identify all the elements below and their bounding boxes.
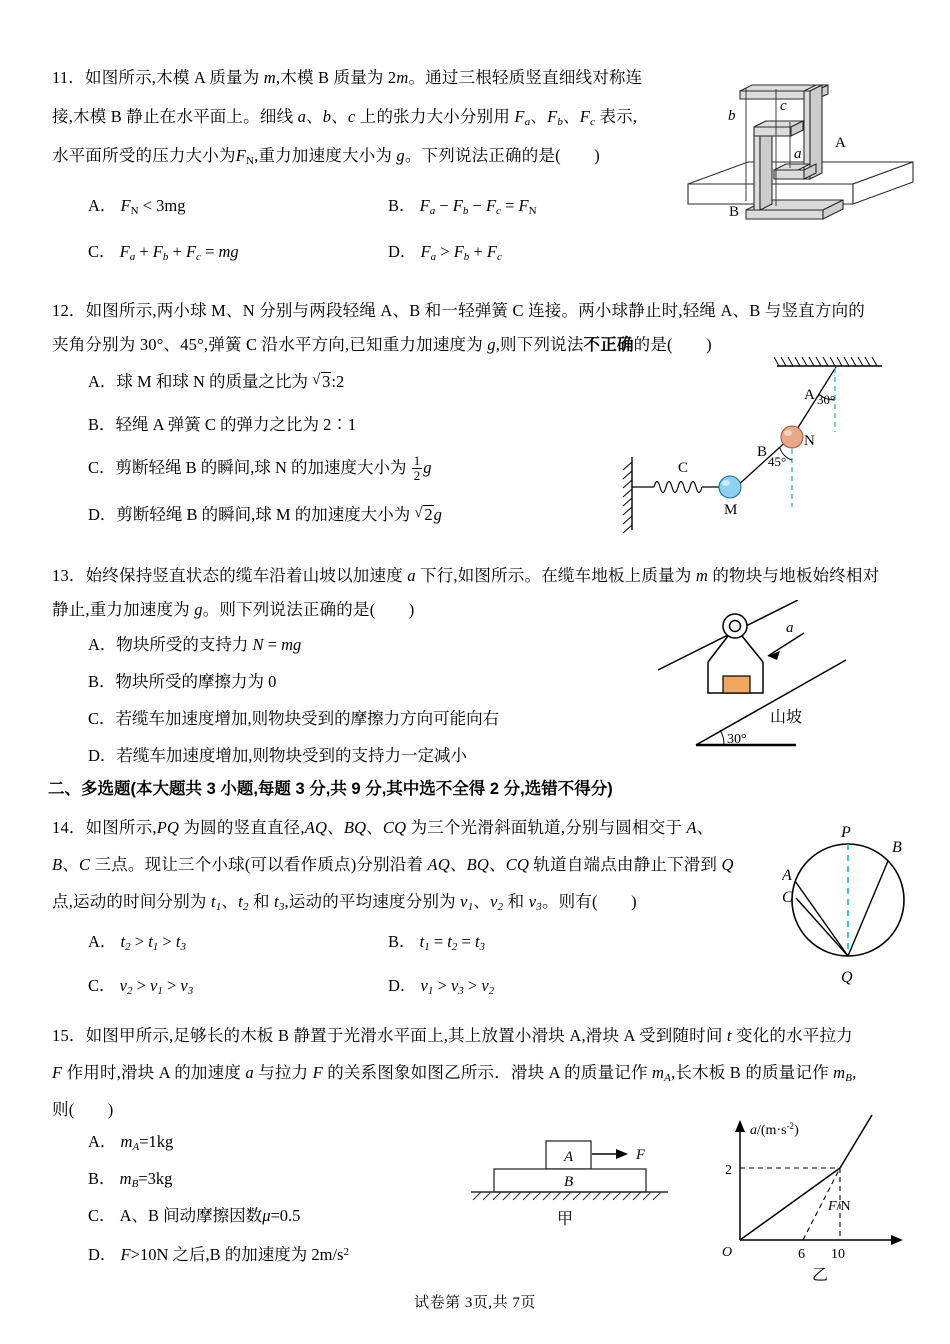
q14-option-D[interactable]: D． $v_1 > v_3 > v_2$: [388, 976, 495, 997]
q14-option-C[interactable]: C． $v_2 > v_1 > v_3$: [88, 976, 194, 997]
q14-label-C: C: [782, 889, 793, 906]
q15-stem-line-1: 15．如图甲所示,足够长的木板 B 静置于光滑水平面上,其上放置小滑块 A,滑块 A 受到随时间 t 变化的水平拉力: [52, 1026, 853, 1045]
q15-option-C[interactable]: C． A、B 间动摩擦因数μ=0.5: [88, 1206, 301, 1225]
q13-option-A[interactable]: A．物块所受的支持力 N = mg: [88, 635, 302, 654]
q15-chart-svg: [700, 1110, 930, 1285]
q13-option-B[interactable]: B．物块所受的摩擦力为 0: [88, 672, 277, 691]
q11-label-A: A: [835, 135, 846, 151]
q14-label-P: P: [841, 824, 851, 841]
q15-chart-xtick-10: 10: [831, 1247, 845, 1262]
q11-stem-line-2: 接,木模 B 静止在水平面上。细线 a、b、c 上的张力大小分别用 $F_a$、$F_b$、$F_c$ 表示,: [52, 107, 638, 128]
q11-stem-line-3: 水平面所受的压力大小为FN,重力加速度大小为 g。下列说法正确的是( ): [52, 146, 600, 167]
q15-chart-ytick-2: 2: [725, 1163, 732, 1178]
q11-figure: [668, 58, 930, 270]
q14-stem-line-1: 14．如图所示,PQ 为圆的竖直直径,AQ、BQ、CQ 为三个光滑斜面轨道,分别与圆相交于 A、: [52, 818, 714, 837]
q11-label-a: a: [794, 146, 802, 162]
q12-angle-45: 45°: [768, 454, 787, 469]
q13-label-slope: 山坡: [770, 709, 803, 726]
q12-label-C: C: [678, 460, 689, 476]
q13-stem-line-2: 静止,重力加速度为 g。则下列说法正确的是( ): [52, 600, 415, 619]
q13-label-angle: 30°: [727, 732, 747, 747]
q13-figure-svg: [608, 600, 933, 770]
q14-label-Q: Q: [841, 969, 853, 986]
q11-option-A[interactable]: A． FN < 3mg: [88, 196, 186, 217]
q12-option-C[interactable]: C．剪断轻绳 B 的瞬间,球 N 的加速度大小为 $\frac{1}{2}$ g: [88, 453, 432, 483]
q12-option-A[interactable]: A．球 M 和球 N 的质量之比为 √ 3:2: [88, 362, 344, 401]
q15-chart-xtick-6: 6: [798, 1247, 805, 1262]
q13-option-C[interactable]: C．若缆车加速度增加,则物块受到的摩擦力方向可能向右: [88, 709, 500, 728]
q15-option-A[interactable]: A． $m_A=1kg$: [88, 1132, 174, 1153]
q12-label-N: N: [804, 433, 815, 449]
q15-caption-jia: 甲: [557, 1211, 574, 1228]
q13-figure: [608, 600, 933, 770]
q12-figure-svg: [614, 352, 934, 537]
q14-label-A: A: [782, 867, 792, 884]
q15-label-block-B: B: [564, 1174, 574, 1190]
q15-option-B[interactable]: B． $m_B=3kg$: [88, 1169, 173, 1190]
q13-option-D[interactable]: D．若缆车加速度增加,则物块受到的支持力一定减小: [88, 746, 468, 765]
q15-figure-jia-svg: [446, 1122, 681, 1257]
q11-label-c: c: [780, 98, 787, 114]
page-footer: 试卷第 3页,共 7页: [414, 1295, 536, 1311]
q12-label-A: A: [804, 387, 815, 403]
q15-figure-yi: [700, 1110, 930, 1285]
q11-option-C[interactable]: C． $F_a + F_b + F_c$ = mg: [88, 242, 239, 263]
q14-figure: [782, 812, 937, 997]
q11-stem-line-1: 11．如图所示,木模 A 质量为 m,木模 B 质量为 2m。通过三根轻质竖直细线对称连: [52, 68, 643, 87]
q14-option-A[interactable]: A． $t_2 > t_1 > t_3$: [88, 932, 186, 953]
q15-stem-line-2: F 作用时,滑块 A 的加速度 a 与拉力 F 的关系图象如图乙所示．滑块 A 的质量记作 $m_A$,长木板 B 的质量记作 $m_B$,: [52, 1063, 857, 1084]
q12-label-M: M: [724, 502, 738, 518]
q15-option-D[interactable]: D． F>10N 之后,B 的加速度为 $2m/s^2$: [88, 1245, 349, 1264]
q13-stem-line-1: 13．始终保持竖直状态的缆车沿着山坡以加速度 a 下行,如图所示。在缆车地板上质量为 m 的物块与地板始终相对: [52, 566, 880, 585]
q15-stem-line-3: 则( ): [52, 1100, 114, 1119]
q12-figure: [614, 352, 934, 537]
q12-angle-30: 30°: [817, 392, 836, 407]
q15-chart-xlabel: F/N: [828, 1199, 851, 1214]
q11-figure-svg: [668, 58, 930, 270]
q15-label-block-A: A: [564, 1149, 574, 1165]
q14-label-B: B: [892, 839, 902, 856]
section-header-multiple-choice: 二、多选题(本大题共 3 小题,每题 3 分,共 9 分,其中选不全得 2 分,选错不得分): [48, 780, 613, 798]
q11-label-B: B: [729, 204, 740, 220]
q11-option-B[interactable]: B． $F_a - F_b - F_c$ = FN: [388, 196, 537, 217]
q15-label-force-F: F: [636, 1147, 646, 1163]
q15-chart-ylabel: $a/(m\cdot s^{-2})$: [750, 1121, 799, 1138]
q12-option-D[interactable]: D．剪断轻绳 B 的瞬间,球 M 的加速度大小为 √ 2g: [88, 495, 442, 534]
q12-stem-line-1: 12．如图所示,两小球 M、N 分别与两段轻绳 A、B 和一轻弹簧 C 连接。两小球静止时,轻绳 A、B 与竖直方向的: [52, 301, 865, 320]
q15-figure-jia: [446, 1122, 681, 1257]
q15-caption-yi: 乙: [812, 1267, 829, 1284]
q14-stem-line-3: 点,运动的时间分别为 $t_1$、$t_2$ 和 $t_3$,运动的平均速度分别为 $v_1$、$v_2$ 和 $v_3$。则有( ): [52, 892, 637, 913]
q14-figure-svg: [782, 812, 937, 997]
q11-label-b: b: [728, 108, 736, 124]
q13-label-a: a: [786, 620, 794, 636]
q11-option-D[interactable]: D． $F_a > F_b + F_c$: [388, 242, 502, 263]
q15-chart-origin: O: [722, 1245, 733, 1260]
q12-option-B[interactable]: B．轻绳 A 弹簧 C 的弹力之比为 2∶1: [88, 415, 357, 434]
q12-label-B: B: [757, 444, 768, 460]
q14-stem-line-2: B、C 三点。现让三个小球(可以看作质点)分别沿着 AQ、BQ、CQ 轨道自端点由静止下滑到 Q: [52, 855, 734, 874]
q12-stem-line-2: 夹角分别为 30°、45°,弹簧 C 沿水平方向,已知重力加速度为 g,则下列说法不正确的是( ): [52, 335, 712, 354]
q14-option-B[interactable]: B． $t_1 = t_2 = t_3$: [388, 932, 486, 953]
